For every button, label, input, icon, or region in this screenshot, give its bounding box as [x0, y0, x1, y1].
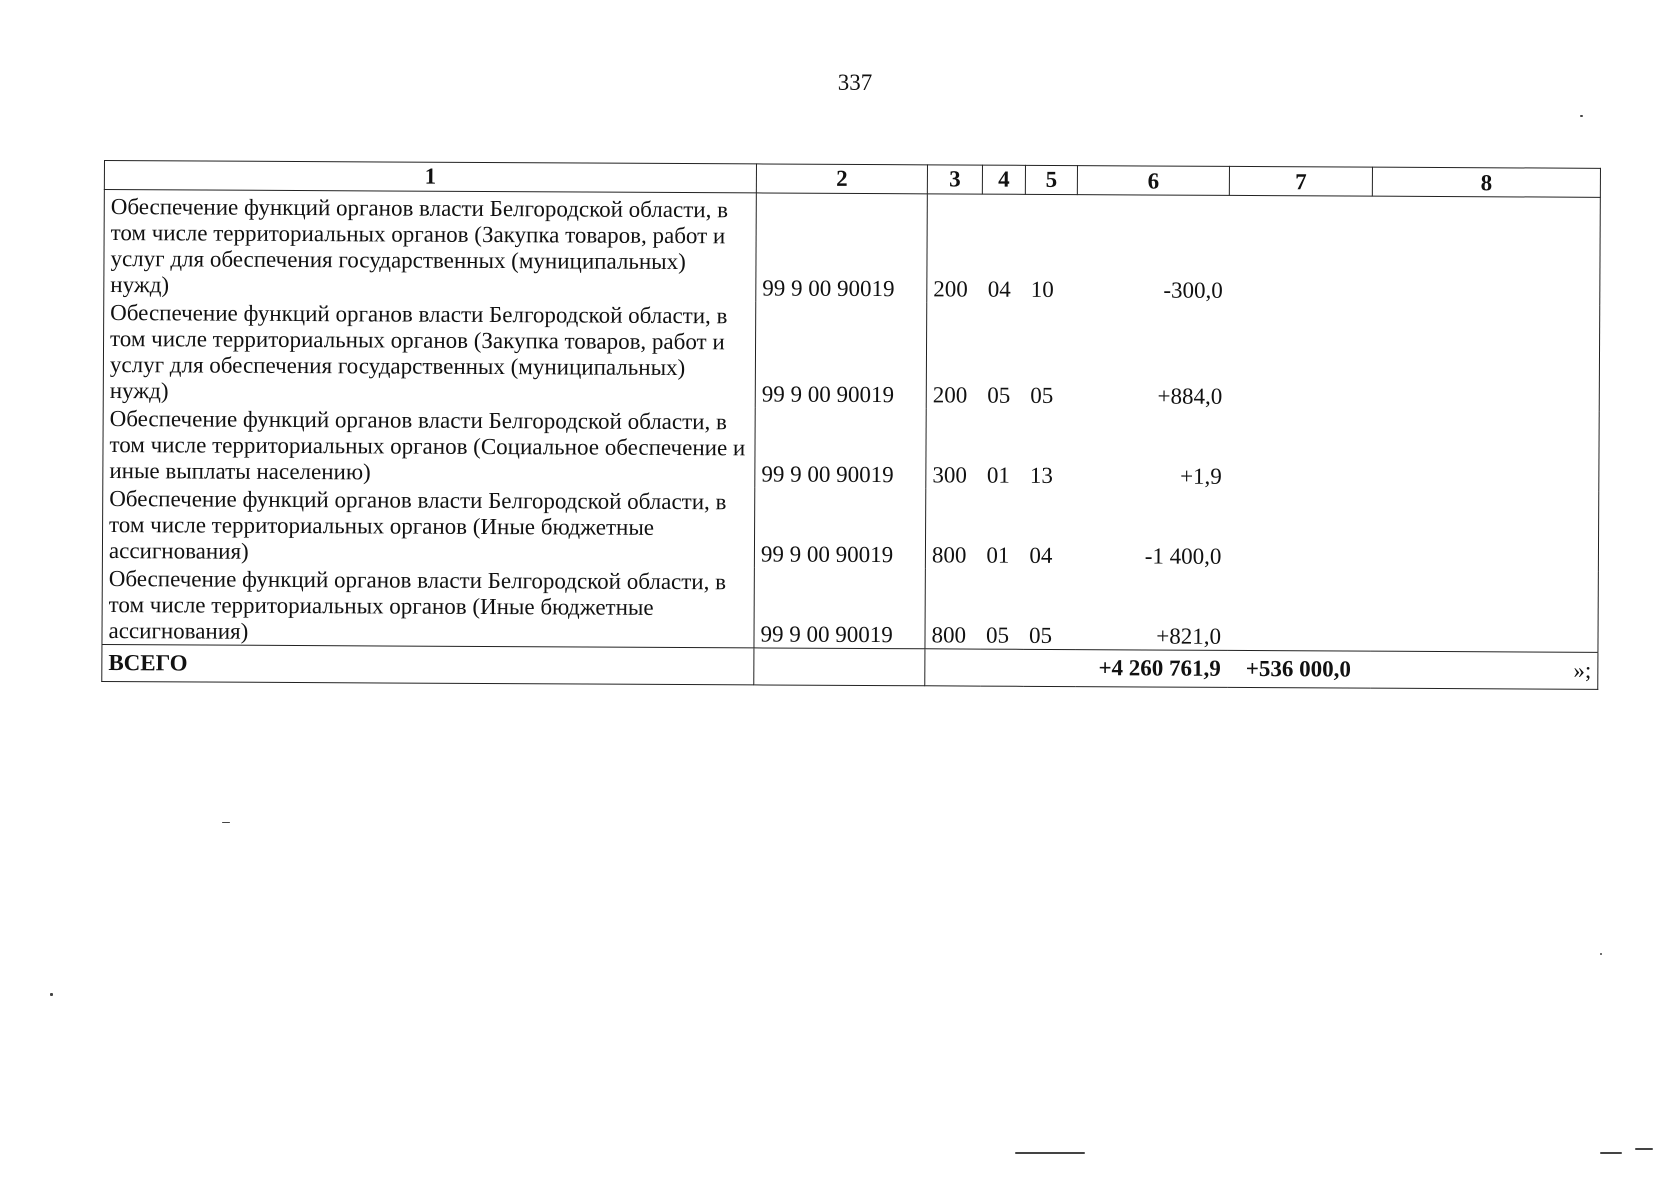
- row-section: 05: [985, 622, 1010, 648]
- row-expense-type: 800: [931, 542, 967, 568]
- total-code-cell: [754, 648, 925, 686]
- scan-artifact: [50, 993, 53, 996]
- row-col8: [1371, 411, 1599, 492]
- column-header-2: 2: [756, 164, 927, 194]
- row-section: 01: [986, 462, 1010, 488]
- row-description: Обеспечение функций органов власти Белгородской области, в том числе территориальных органов (Закупка товаров, работ и услуг для обеспечения государственных (муниципальных) нужд): [104, 190, 757, 302]
- row-col8: [1372, 196, 1601, 306]
- row-target-code: 99 9 00 90019: [754, 487, 925, 568]
- table-row: [103, 404, 1599, 492]
- total-amount-7: +536 000,0: [1227, 650, 1370, 688]
- row-expense-type: 200: [932, 382, 968, 408]
- total-closing-mark: »;: [1370, 651, 1598, 689]
- row-subsection: 10: [1030, 276, 1054, 302]
- row-subsection: 05: [1028, 622, 1053, 648]
- row-section: 04: [987, 276, 1011, 302]
- column-header-6: 6: [1077, 166, 1229, 196]
- row-amount: -300,0: [1163, 277, 1223, 303]
- column-header-4: 4: [982, 165, 1025, 194]
- table-row: [102, 564, 1598, 652]
- scan-artifact: [1580, 115, 1583, 117]
- row-expense-type: 300: [932, 462, 967, 488]
- row-subsection: 05: [1030, 382, 1054, 408]
- row-col8: [1371, 305, 1600, 412]
- row-col7: [1228, 410, 1371, 491]
- total-empty-cell: [980, 649, 1023, 686]
- row-target-code: 99 9 00 90019: [754, 567, 925, 648]
- row-col7: [1228, 304, 1372, 411]
- row-description: Обеспечение функций органов власти Белгородской области, в том числе территориальных органов (Закупка товаров, работ и услуг для обеспечения государственных (муниципальных) нужд): [103, 298, 756, 407]
- row-expense-type: 800: [931, 622, 967, 648]
- row-amount: -1 400,0: [1144, 543, 1222, 569]
- budget-table: [101, 160, 1601, 690]
- scan-artifact: [222, 822, 230, 823]
- row-section: 05: [987, 382, 1011, 408]
- row-col8: [1370, 571, 1598, 653]
- table-row: [102, 484, 1598, 572]
- row-target-code: 99 9 00 90019: [756, 193, 928, 302]
- table-row: [104, 190, 1601, 306]
- column-header-7: 7: [1229, 166, 1372, 196]
- row-target-code: 99 9 00 90019: [755, 407, 926, 488]
- total-empty-cell: [925, 649, 980, 686]
- row-amount: +884,0: [1157, 383, 1223, 409]
- column-header-8: 8: [1372, 167, 1600, 197]
- total-amount-6: +4 260 761,9: [1075, 650, 1227, 688]
- table-row: [103, 298, 1600, 412]
- page-number: 337: [837, 70, 873, 95]
- row-col7: [1227, 490, 1370, 571]
- row-amount: +1,9: [1180, 463, 1222, 489]
- row-col7: [1227, 570, 1370, 651]
- row-amount: +821,0: [1156, 623, 1222, 649]
- row-subsection: 04: [1029, 542, 1053, 568]
- row-section: 01: [986, 542, 1010, 568]
- row-target-code: 99 9 00 90019: [755, 301, 927, 408]
- column-header-3: 3: [927, 165, 982, 194]
- row-description: Обеспечение функций органов власти Белгородской области, в том числе территориальных органов (Иные бюджетные ассигнования): [102, 564, 754, 648]
- total-label: ВСЕГО: [102, 644, 754, 684]
- row-col7: [1229, 195, 1373, 304]
- column-header-5: 5: [1025, 165, 1077, 194]
- row-expense-type: 200: [933, 276, 968, 302]
- scan-artifact: [1600, 953, 1602, 955]
- row-description: Обеспечение функций органов власти Белгородской области, в том числе территориальных органов (Социальное обеспечение и иные выплаты населению): [103, 404, 755, 487]
- row-description: Обеспечение функций органов власти Белгородской области, в том числе территориальных органов (Иные бюджетные ассигнования): [102, 484, 754, 567]
- row-col8: [1370, 491, 1598, 572]
- total-empty-cell: [1023, 649, 1075, 686]
- row-subsection: 13: [1029, 462, 1053, 488]
- scan-artifact: [1015, 1152, 1085, 1154]
- column-header-1: 1: [104, 161, 756, 193]
- total-row: [102, 644, 1598, 689]
- scan-artifact: [1600, 1152, 1622, 1154]
- scan-artifact: [1635, 1148, 1653, 1150]
